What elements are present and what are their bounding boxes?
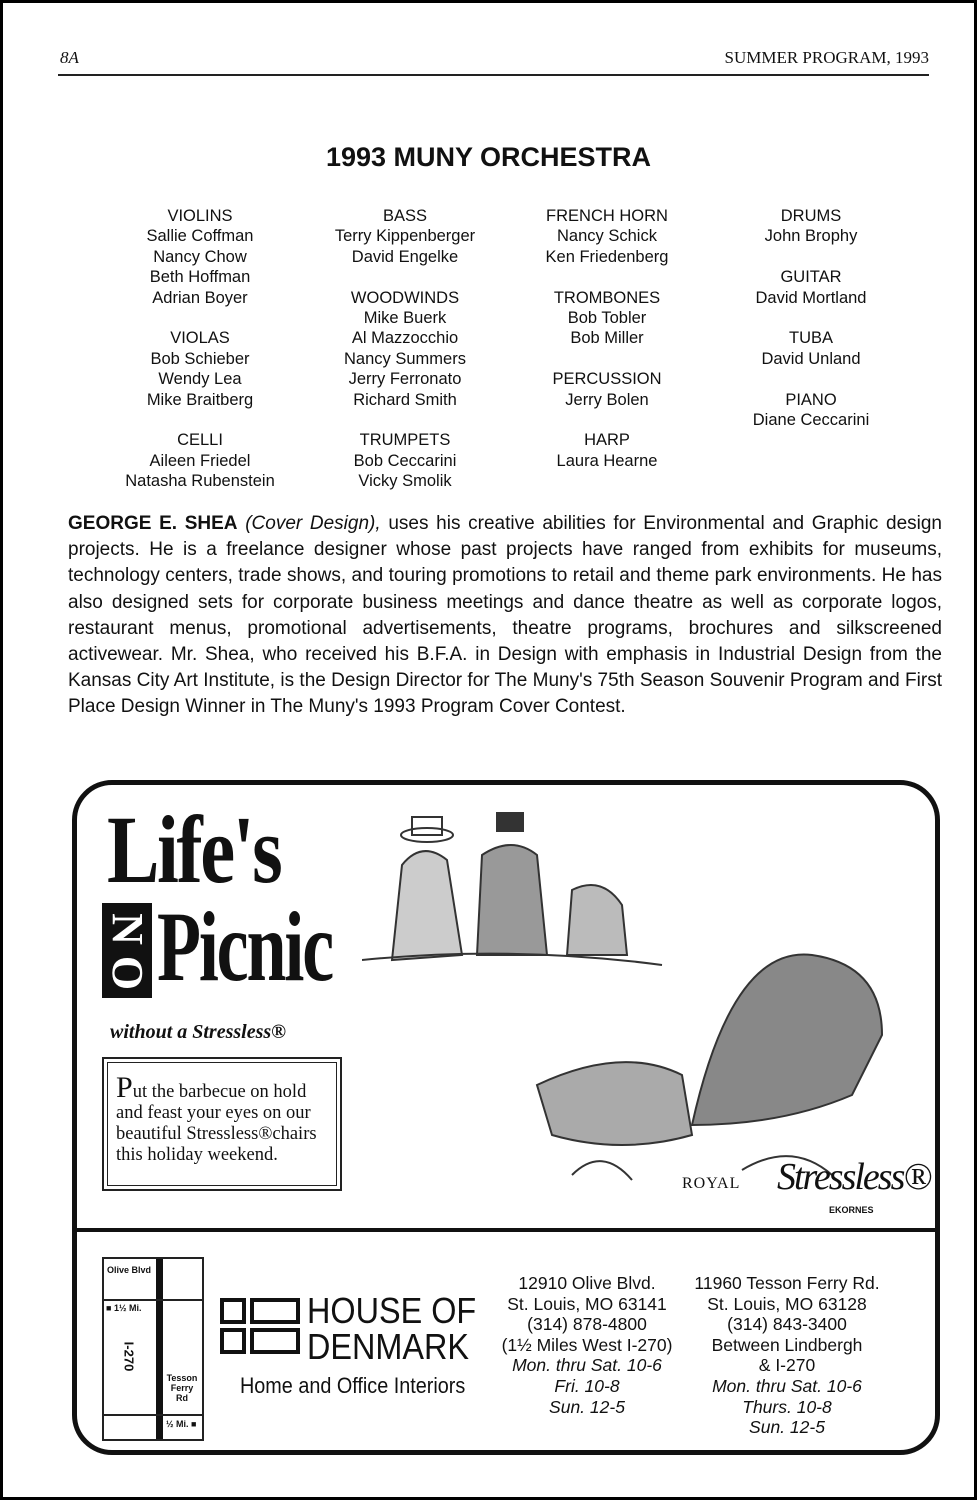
- member-name: Bob Schieber: [150, 349, 250, 368]
- section: [502, 430, 712, 471]
- section-heading: PERCUSSION: [552, 370, 662, 389]
- house-of-denmark-ad: [72, 780, 940, 1455]
- member-name: Laura Hearne: [556, 451, 658, 470]
- section-heading: PIANO: [785, 390, 837, 409]
- section-heading: HARP: [584, 431, 630, 450]
- roster-column: [706, 206, 916, 451]
- member-name: Vicky Smolik: [358, 472, 452, 491]
- member-name: David Engelke: [351, 247, 459, 266]
- member-name: Diane Ceccarini: [752, 411, 870, 430]
- address-line: (314) 843-3400: [727, 1314, 847, 1335]
- member-name: David Unland: [761, 349, 861, 368]
- chair-illustration: [362, 795, 922, 1205]
- member-name: Natasha Rubenstein: [125, 472, 275, 491]
- member-name: Wendy Lea: [158, 370, 242, 389]
- hours-line: Fri. 10-8: [554, 1375, 620, 1396]
- section: [95, 328, 305, 410]
- section-heading: DRUMS: [780, 207, 842, 225]
- address-line: 12910 Olive Blvd.: [518, 1273, 656, 1293]
- member-name: Jerry Ferronato: [348, 370, 462, 389]
- store-name: HOUSE OF DENMARK: [307, 1290, 477, 1367]
- roster-column: [95, 206, 305, 512]
- section: [706, 267, 916, 308]
- ad-copy: ut the barbecue on hold and feast your eyes on our beautiful Stressless®chairs this holiday weekend.: [116, 1082, 317, 1165]
- ekornes-logo: EKORNES: [829, 1205, 874, 1215]
- map-olive-label: Olive Blvd: [106, 1265, 151, 1275]
- bio-role: (Cover Design),: [245, 513, 381, 534]
- address-line: (1½ Miles West I-270): [501, 1334, 673, 1355]
- member-name: Nancy Chow: [153, 247, 247, 266]
- stressless-logo: Stressless®: [777, 1156, 931, 1198]
- roster-column: [502, 206, 712, 492]
- map-highway-label: I-270: [121, 1341, 137, 1372]
- member-name: Bob Tobler: [567, 309, 647, 328]
- member-name: David Mortland: [755, 288, 867, 307]
- section: [95, 430, 305, 491]
- member-name: John Brophy: [764, 227, 858, 246]
- bio-paragraph: [68, 511, 942, 721]
- member-name: Sallie Coffman: [146, 227, 254, 246]
- member-name: Nancy Schick: [557, 227, 657, 246]
- ad-copy-box: [102, 1057, 342, 1191]
- model-name: ROYAL: [682, 1175, 741, 1192]
- section: [706, 328, 916, 369]
- member-name: Jerry Bolen: [565, 390, 649, 409]
- section: [706, 206, 916, 247]
- section-heading: TROMBONES: [553, 288, 661, 307]
- member-name: Al Mazzocchio: [351, 329, 459, 348]
- section-heading: WOODWINDS: [350, 288, 460, 307]
- member-name: Aileen Friedel: [149, 451, 251, 470]
- member-name: Adrian Boyer: [152, 288, 248, 307]
- section: [95, 206, 305, 308]
- member-name: Mike Buerk: [363, 309, 447, 328]
- header-rule: [58, 74, 929, 76]
- store-location: [482, 1273, 692, 1417]
- hours-line: Mon. thru Sat. 10-6: [712, 1375, 862, 1396]
- section: [502, 288, 712, 349]
- ad-headline: Life's: [107, 796, 281, 903]
- hours-line: Sun. 12-5: [549, 1396, 625, 1417]
- drop-cap: P: [116, 1071, 133, 1104]
- section-heading: FRENCH HORN: [546, 207, 668, 225]
- publication-title: SUMMER PROGRAM, 1993: [724, 48, 929, 67]
- page-title: 1993 MUNY ORCHESTRA: [325, 142, 652, 172]
- no-letter: O: [102, 955, 152, 990]
- map-olive-distance: ■ 1½ Mi.: [106, 1303, 142, 1313]
- address-line: Between Lindbergh: [711, 1334, 863, 1355]
- no-letter: N: [103, 912, 152, 945]
- member-name: Bob Miller: [570, 329, 644, 348]
- hours-line: Mon. thru Sat. 10-6: [512, 1355, 662, 1376]
- member-name: Ken Friedenberg: [545, 247, 669, 266]
- section-heading: BASS: [382, 207, 428, 225]
- store-location: [682, 1273, 892, 1438]
- section: [300, 206, 510, 267]
- ad-headline-picnic: Picnic: [157, 891, 332, 1002]
- map-tesson-distance: ½ Mi. ■: [166, 1419, 197, 1429]
- section-heading: CELLI: [177, 431, 223, 450]
- member-name: Nancy Summers: [344, 349, 466, 368]
- bio-name: GEORGE E. SHEA: [68, 513, 238, 534]
- roster-column: [300, 206, 510, 512]
- section: [502, 206, 712, 267]
- section-heading: VIOLINS: [167, 207, 233, 225]
- section-heading: GUITAR: [780, 268, 842, 287]
- store-tagline: Home and Office Interiors: [240, 1373, 466, 1398]
- section: [502, 369, 712, 410]
- location-map: [102, 1257, 204, 1441]
- section: [706, 390, 916, 431]
- member-name: Terry Kippenberger: [334, 227, 476, 246]
- section-heading: TUBA: [788, 329, 833, 348]
- ad-tagline: without a Stressless®: [110, 1021, 287, 1043]
- member-name: Beth Hoffman: [149, 268, 251, 287]
- member-name: Richard Smith: [353, 390, 457, 409]
- bio-text: uses his creative abilities for Environmental and Graphic design projects. He is a freelance designer whose past projects have ranged from exhibits for museums, technology centers, trade shows, and touring promotions to retail and theme park environments. He has also designed sets for corporate business meetings and dance theatre as well as corporate logos, restaurant menus, promotional advertisements, theatre programs, brochures and silkscreened activewear. Mr. Shea, who received his B.F.A. in Design with emphasis in Industrial Design from the Kansas City Art Institute, is the Design Director for The Muny's 75th Season Souvenir Program and First Place Design Winner in The Muny's 1993 Program Cover Contest.: [68, 513, 942, 718]
- ad-divider: [77, 1228, 935, 1232]
- section-heading: VIOLAS: [170, 329, 230, 348]
- address-line: St. Louis, MO 63128: [707, 1293, 867, 1314]
- address-line: & I-270: [758, 1355, 816, 1376]
- hours-line: Thurs. 10-8: [742, 1396, 832, 1417]
- hours-line: Sun. 12-5: [749, 1417, 825, 1438]
- member-name: Mike Braitberg: [146, 390, 254, 409]
- section-heading: TRUMPETS: [359, 431, 451, 450]
- address-line: St. Louis, MO 63141: [507, 1293, 667, 1314]
- member-name: Bob Ceccarini: [353, 451, 457, 470]
- section: [300, 430, 510, 491]
- map-tesson-label: Tesson Ferry Rd: [166, 1373, 198, 1403]
- address-line: 11960 Tesson Ferry Rd.: [694, 1273, 880, 1293]
- section: [300, 288, 510, 410]
- address-line: (314) 878-4800: [527, 1314, 647, 1335]
- page-number: 8A: [60, 48, 79, 67]
- house-of-denmark-logo-icon: [219, 1297, 301, 1357]
- ad-no-block: [102, 903, 152, 998]
